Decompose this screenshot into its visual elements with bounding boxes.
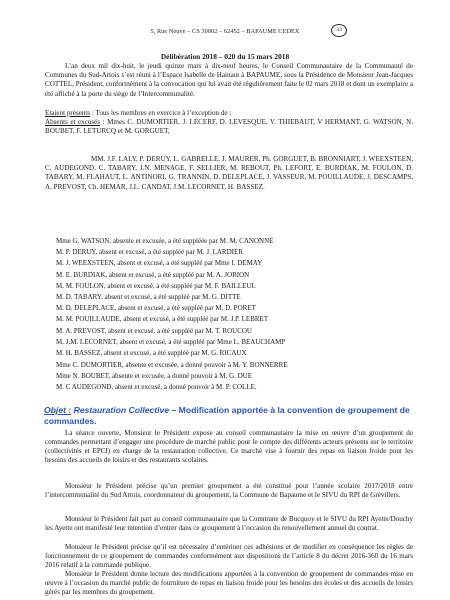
subject-heading	[44, 405, 418, 426]
substitution-line: M. E. BURDIAK, absent et excusé, a été suppléé par M. A. JORION	[56, 270, 250, 279]
substitution-line: M. D. TABARY, absent et excusé, a été suppléé par M. G. DITTE	[56, 293, 241, 302]
substitution-line: M. H. BASSEZ, absent et excusé, a été suppléé par M. G. RICAUX	[56, 349, 247, 358]
deliberation-title: Délibération 2018 – 020 du 15 mars 2018	[160, 52, 290, 61]
absent-label: Absents et excusés	[45, 118, 101, 126]
substitution-line: M. A. PREVOST, absent et excusé, a été suppléé par M. T. ROUCOU	[56, 326, 252, 335]
substitution-line: Mme G. WATSON, absente et excusée, a été suppléée par M. M. CANONNE	[56, 237, 274, 245]
body-paragraph: La séance ouverte, Monsieur le Président expose au conseil communautaire la mise en œuvre d’un groupement de commandes permettant d’engager une procédure de marché public pour le compte des différents acteurs présents sur le territoire (collectivités et EPCI) en charge de la restauration collective. Ce marché vise à fournir des repas en liaison froide pour les besoins des accueils de loisirs et des restaurants scolaires.	[45, 429, 413, 464]
page-number-stamp: 33	[331, 24, 347, 37]
proxy-line: Mme N. BOUBET, absente et excusée, a donné pouvoir à M. G. DUE	[56, 372, 253, 381]
present-line	[45, 109, 413, 118]
substitution-line: M. P. DERUY, absent et excusé, a été suppléé par M. J. LARDIER	[56, 248, 243, 257]
absents-women	[45, 118, 413, 136]
present-text: : Tous les membres en exercice à l’exception de :	[90, 109, 232, 117]
substitution-line: M. J. WEEXSTEEN, absent et excusé, a été suppléé par Mme I. DEMAY	[56, 259, 263, 268]
body-paragraph: Monsieur le Président donne lecture des modifications apportées à la convention de groupement de commandes mise en œuvre à l’occasion du marché public de fourniture de repas en liaison froide pour les besoins des écoles et des accueils de loisirs gérés par les membres du groupement.	[45, 570, 413, 596]
body-paragraph: Monsieur le Président fait part au conseil communautaire que la Commune de Bucquoy et le SIVU du RPI Ayette/Douchy les Ayette ont manifesté leur intention d’entrer dans ce groupement à l’occasion du renouvellement annuel du contrat.	[45, 515, 413, 532]
header-address: 5, Rue Neuve – CS 30002 – 62452 – BAPAUME CEDEX	[150, 28, 300, 35]
proxy-line: Mme C. DUMORTIER, absente et excusée, a donné pouvoir à M. Y. BONNERRE	[56, 361, 288, 369]
intro-paragraph: L’an deux mil dix-huit, le jeudi quinze mars à dix-neuf heures, le Conseil Communautaire de la Communauté de Communes du Sud-Artois s’est réuni à l’Espace Isabelle de Hainaut à BAPAUME, sous la Présidence de Monsieur Jean-Jacques COTTEL, Président, conformément à la convocation qui lui avait été régulièrement faite le 02 mars 2018 et dont un exemplaire a été affiché à la porte du siège de l’Intercommunalité.	[45, 62, 413, 98]
absents-men: MM. J.F. LALY, P. DERUY, L. GABRELLE, J. MAURER, Ph. GORGUET, B. BRONNIART, J. WEEXSTEEN, C. AUDEGOND, C. TABARY, J.N. MENAGE, F. SELLIER, M. REBOUT, Ph. LEFORT, E. BURDIAK, M. FOULON, D. TABARY, M. FLAHAUT, L. ANTINORI, G. TRANNIN, D. DELEPLACE, J. VASSEUR, M. POUILLAUDE, J. DESCAMPS, A. PREVOST, Ch. HEMAR, J.L. CANDAT, J.M. LECORNET, H. BASSEZ.	[45, 155, 413, 191]
substitution-line: M. J.M. LECORNET, absent et excusé, a été suppléé par Mme L. BEAUCHAMP	[56, 337, 286, 346]
present-label: Etaient présents	[45, 109, 91, 117]
proxy-line: M. C AUDEGOND, absent et excusé, a donné pouvoir à M. P. COLLE.	[56, 383, 257, 392]
substitution-line: M. M. POUILLAUDE, absent et excusé, a été suppléé par M. J.P. LEBRET	[56, 315, 269, 324]
subject-detail: – Modification apportée à la convention de groupement de commandes.	[44, 405, 410, 426]
substitutions-list	[56, 236, 406, 359]
substitution-line: M. D. DELEPLACE, absent et excusé, a été suppléé par M. D. PORET	[56, 304, 256, 313]
absent-text-women: : Mmes C. DUMORTIER, J. LECERF, D. LEVESQUE, V. THIEBAUT, V HERMANT, G. WATSON, N. BOUBET, F. LETURCQ et M. GORGUET,	[45, 118, 413, 136]
substitution-line: M. M. FOULON, absent et excusé, a été suppléé par M. F. BAILLEUL	[56, 281, 256, 290]
body-paragraph: Monsieur le Président précise qu’il est nécessaire d’entériner ces adhésions et de modifier en conséquence les règles de fonctionnement de ce groupement de commandes conformément aux dispositions de l’article 8 du décret 2016-360 du 16 mars 2016 relatif à la commande publique.	[45, 543, 413, 569]
proxies-list	[56, 360, 406, 394]
subject-topic: Restauration Collective	[71, 405, 170, 415]
subject-label: Objet :	[44, 405, 72, 415]
body-paragraph: Monsieur le Président précise qu’un premier groupement a été constitué pour l’année scolaire 2017/2018 entre l’intercommunalité du Sud Artois, coordonnateur du groupement, la Commune de Bapaume et le SIVU du RPI de Grévillers.	[45, 482, 413, 499]
